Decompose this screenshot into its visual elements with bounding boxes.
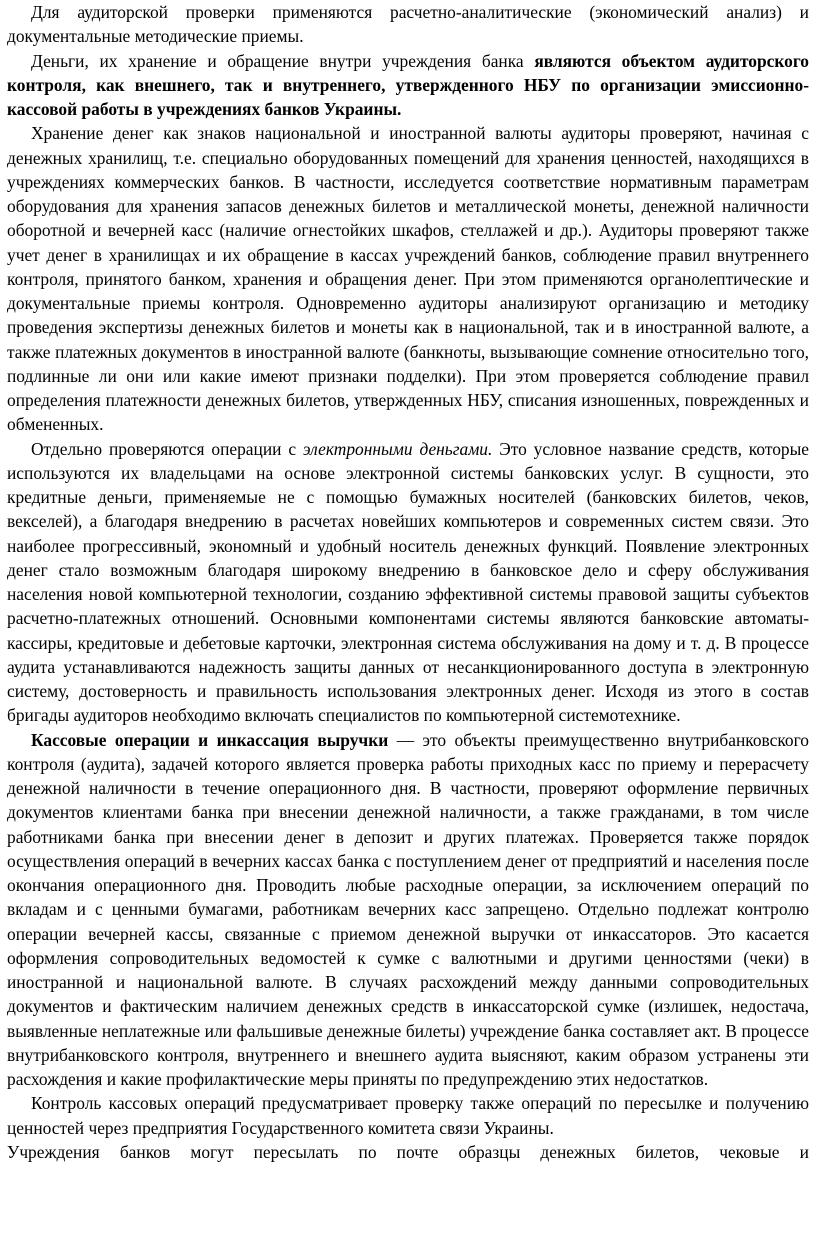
paragraph-money-storage-bold: являются объектом аудиторского контроля, как внешнего, так и внутреннего, утвержденного НБУ по организации эмиссионно-кассовой работы в учреждениях банков Украины. [7, 50, 809, 119]
paragraph-electronic-money [7, 437, 809, 728]
paragraph-postal-shipping: Учреждения банков могут пересылать по почте образцы денежных билетов, чековые и [7, 1141, 809, 1162]
paragraph-cash-operations-body: — это объекты преимущественно внутрибанковского контроля (аудита), задачей которого является проверка работы приходных касс по приему и перерасчету денежной наличности в течение операционного дня. В частности, проверяют оформление первичных документов клиентами банка при внесении денежной наличности, а также гражданами, в том числе работниками банка при внесении денег в депозит и других платежах. Проверяется также порядок осуществления операций в вечерних кассах банка с поступлением денег от предприятий и населения после окончания операционного дня. Проводить любые расходные операции, за исключением операций по вкладам и с ценными бумагами, работникам вечерних касс запрещено. Отдельно подлежат контролю операции вечерней кассы, связанные с приемом денежной выручки от инкассаторов. Это касается оформления сопроводительных ведомостей к сумке с валютными и другими ценностями (чеки) в иностранной и национальной валюте. В случаях расхождений между данными сопроводительных документов и фактическим наличием денежных средств в инкассаторской сумке (излишек, недостача, выявленные неплатежные или фальшивые денежные билеты) учреждение банка составляет акт. В процессе внутрибанковского контроля, внутреннего и внешнего аудита выясняют, каким образом устранены эти расхождения и какие профилактические меры приняты по предупреждению этих недостатков. [7, 729, 810, 1089]
paragraph-electronic-money-term: электронными деньгами. [302, 438, 493, 459]
paragraph-cash-operations [7, 728, 809, 1092]
paragraph-audit-methods: Для аудиторской проверки применяются расчетно-аналитические (экономический анализ) и документальные методические приемы. [7, 2, 809, 47]
paragraph-cash-operations-heading: Кассовые операции и инкассация выручки [31, 729, 389, 750]
paragraph-postal-control: Контроль кассовых операций предусматривает проверку также операций по пересылке и получению ценностей через предприятия Государственного комитета связи Украины. [7, 1093, 809, 1138]
paragraph-money-storage [7, 49, 809, 122]
paragraph-electronic-money-intro: Отдельно проверяются операции с [31, 438, 303, 459]
paragraph-vault-audit: Хранение денег как знаков национальной и иностранной валюты аудиторы проверяют, начиная с денежных хранилищ, т.е. специально оборудованных помещений для хранения ценностей, находящихся в учреждениях коммерческих банков. В частности, исследуется соответствие нормативным параметрам оборудования для хранения запасов денежных билетов и металлической монеты, денежной наличности оборотной и вечерней касс (наличие огнестойких шкафов, стеллажей и др.). Аудиторы проверяют также учет денег в хранилищах и их обращение в кассах учреждений банков, соблюдение правил внутреннего контроля, принятого банком, хранения и обращения денег. При этом применяются органолептические и документальные приемы контроля. Одновременно аудиторы анализируют организацию и методику проведения экспертизы денежных билетов и монеты как в национальной, так и в иностранной валюте, а также платежных документов в иностранной валюте (банкноты, вызывающие сомнение относительно того, подлинные ли они или какие имеют признаки подделки). При этом проверяется соблюдение правил определения платежности денежных билетов, утвержденных НБУ, списания изношенных, поврежденных и обмененных. [7, 123, 809, 435]
paragraph-money-storage-intro: Деньги, их хранение и обращение внутри учреждения банка [31, 50, 535, 71]
paragraph-electronic-money-body: Это условное название средств, которые используются их владельцами на основе электронной системы банковских услуг. В сущности, это кредитные деньги, применяемые не с помощью бумажных носителей (банковских билетов, чеков, векселей), а благодаря внедрению в расчетах новейших компьютеров и современных систем связи. Это наиболее прогрессивный, экономный и удобный носитель денежных функций. Появление электронных денег стало возможным благодаря широкому внедрению в банковское дело и сферу обслуживания населения новой компьютерной технологии, созданию эффективной системы правовой защиты субъектов расчетно-платежных отношений. Основными компонентами системы являются банковские автоматы-кассиры, кредитовые и дебетовые карточки, электронная система обслуживания на дому и т. д. В процессе аудита устанавливаются надежность защиты данных от несанкционированного доступа в электронную систему, достоверность и правильность использования электронных денег. Исходя из этого в состав бригады аудиторов необходимо включать специалистов по компьютерной системотехнике. [7, 438, 809, 726]
